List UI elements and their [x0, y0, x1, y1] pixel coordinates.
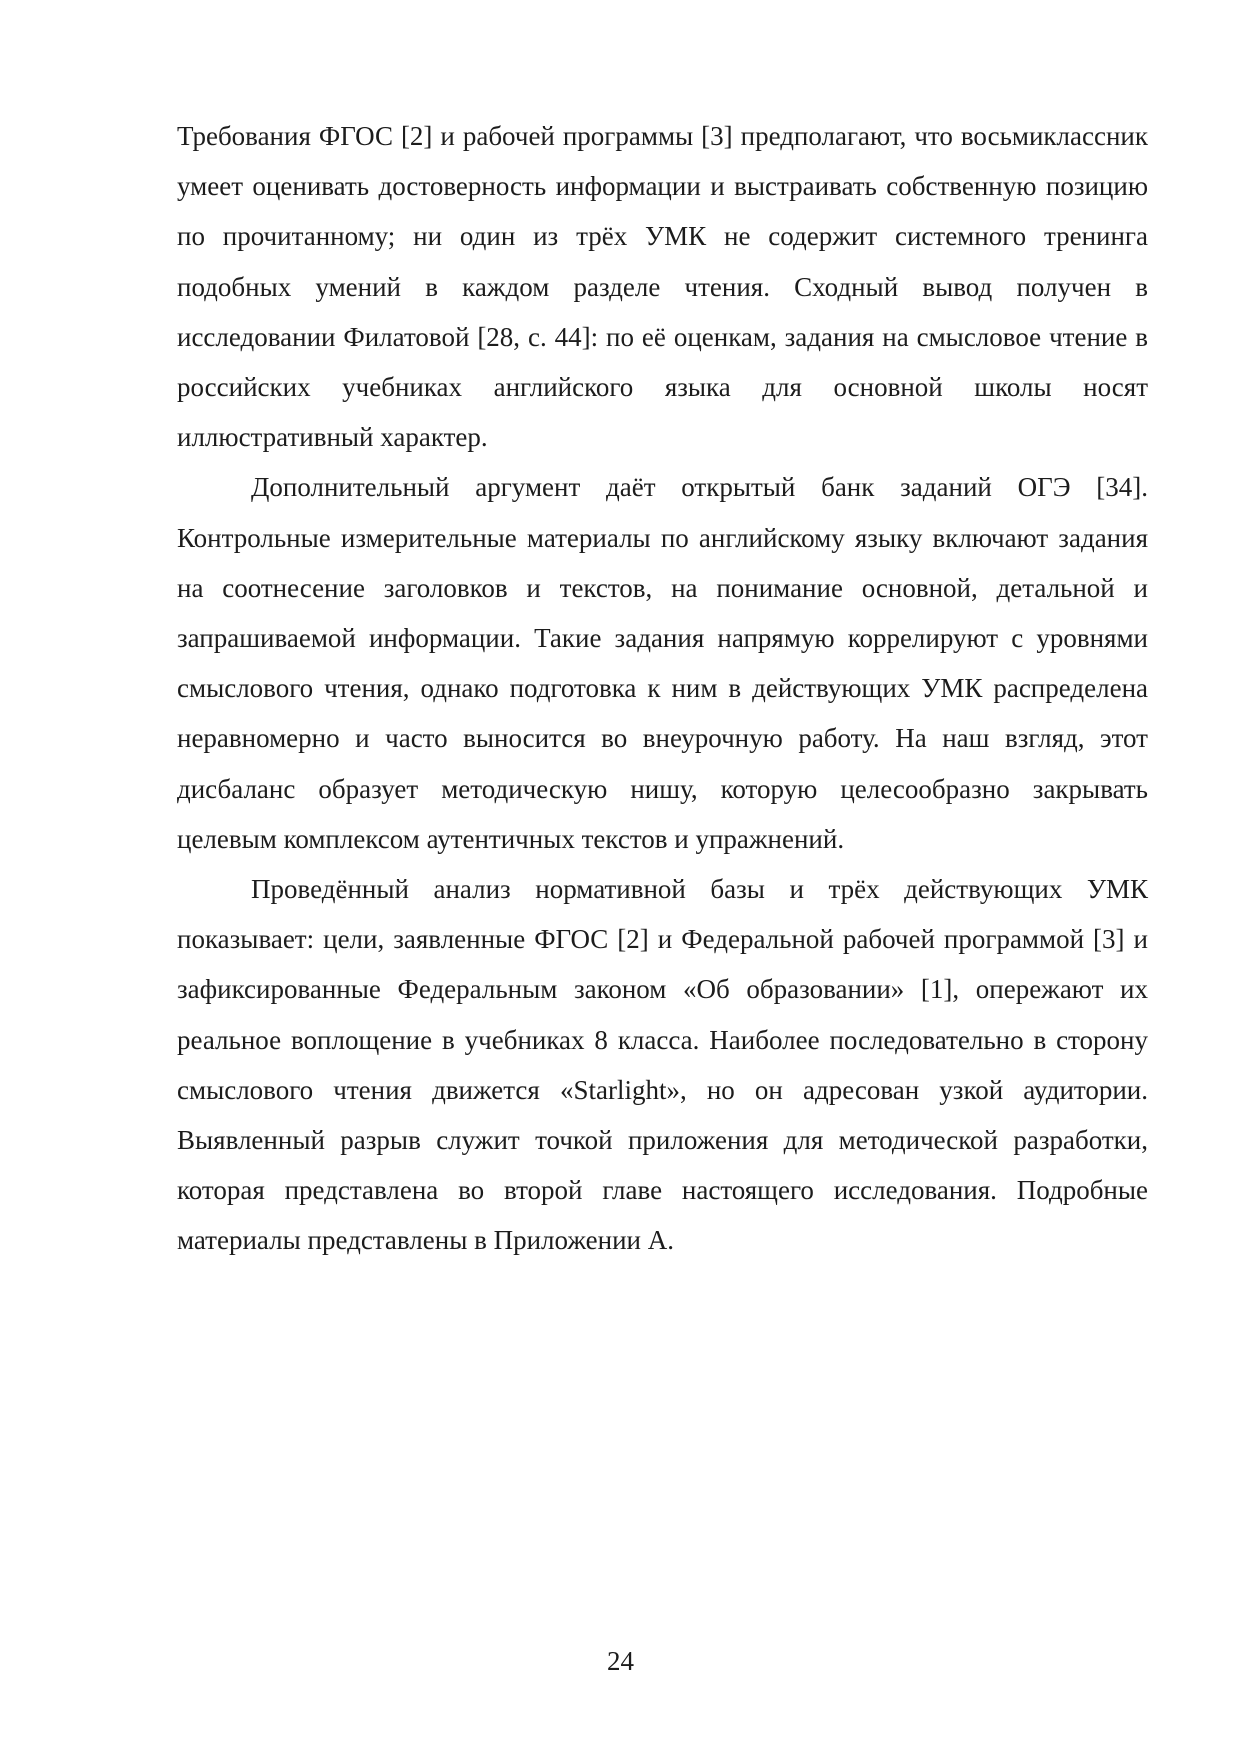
body-text — [177, 111, 1148, 1266]
paragraph-3: Проведённый анализ нормативной базы и трёх действующих УМК показывает: цели, заявленные ФГОС [2] и Федеральной рабочей программой [3] и зафиксированные Федеральным законом «Об образовании» [1], опережают их реальное воплощение в учебниках 8 класса. Наиболее последовательно в сторону смыслового чтения движется «Starlight», но он адресован узкой аудитории. Выявленный разрыв служит точкой приложения для методической разработки, которая представлена во второй главе настоящего исследования. Подробные материалы представлены в Приложении А. — [177, 874, 1148, 1256]
paragraph-1: Требования ФГОС [2] и рабочей программы [3] предполагают, что восьмиклассник умеет оценивать достоверность информации и выстраивать собственную позицию по прочитанному; ни один из трёх УМК не содержит системного тренинга подобных умений в каждом разделе чтения. Сходный вывод получен в исследовании Филатовой [28, с. 44]: по её оценкам, задания на смысловое чтение в российских учебниках английского языка для основной школы носят иллюстративный характер. — [177, 121, 1148, 453]
page-number: 24 — [607, 1646, 634, 1676]
paragraph-2: Дополнительный аргумент даёт открытый банк заданий ОГЭ [34]. Контрольные измерительные материалы по английскому языку включают задания на соотнесение заголовков и текстов, на понимание основной, детальной и запрашиваемой информации. Такие задания напрямую коррелируют с уровнями смыслового чтения, однако подготовка к ним в действующих УМК распределена неравномерно и часто выносится во внеурочную работу. На наш взгляд, этот дисбаланс образует методическую нишу, которую целесообразно закрывать целевым комплексом аутентичных текстов и упражнений. — [177, 472, 1148, 854]
